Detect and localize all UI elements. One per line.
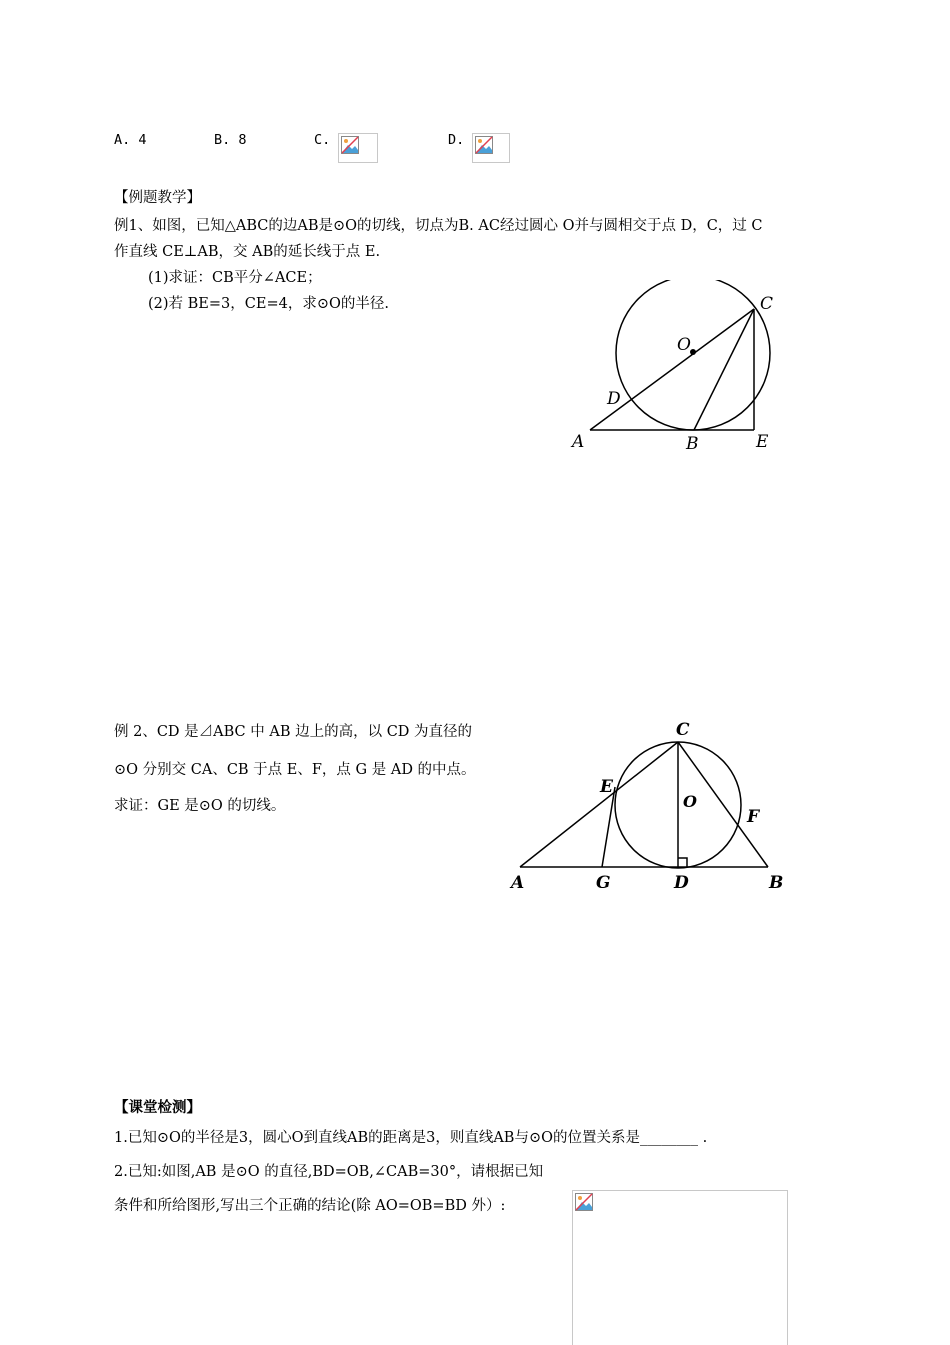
- example1-figure: [560, 280, 800, 460]
- label-o2: O: [683, 792, 697, 811]
- label-e: E: [756, 432, 769, 452]
- question2-image-placeholder: [572, 1190, 788, 1345]
- section-title-examples: 【例题教学】: [114, 190, 201, 206]
- option-b: B. 8: [214, 132, 247, 148]
- broken-image-icon: [575, 1193, 593, 1211]
- option-c: C.: [314, 132, 331, 148]
- broken-image-icon: [475, 136, 493, 154]
- example1-line1: 例1、如图，已知△ABC的边AB是⊙O的切线，切点为B. AC经过圆心 O并与圆相交于点 D，C，过 C: [114, 218, 763, 234]
- line-bc: [694, 309, 754, 430]
- line-ac: [590, 309, 754, 430]
- label-c: C: [760, 294, 774, 314]
- check-question1: 1.已知⊙O的半径是3，圆心O到直线AB的距离是3，则直线AB与⊙O的位置关系是________ .: [114, 1130, 708, 1146]
- right-angle-mark: [678, 858, 687, 867]
- label-f2: F: [747, 807, 760, 827]
- line-ge: [602, 787, 615, 867]
- check-question2-line2: 条件和所给图形,写出三个正确的结论(除 AO=OB=BD 外）:: [114, 1198, 506, 1214]
- example1-question1: (1)求证：CB平分∠ACE；: [148, 270, 322, 286]
- option-c-image-placeholder: [338, 133, 378, 163]
- section-title-class-check: 【课堂检测】: [114, 1099, 201, 1116]
- label-a2: A: [511, 873, 525, 893]
- example1-line2: 作直线 CE⊥AB，交 AB的延长线于点 E.: [114, 244, 381, 260]
- example2-line1: 例 2、CD 是⊿ABC 中 AB 边上的高，以 CD 为直径的: [114, 724, 473, 740]
- label-e2: E: [600, 777, 613, 797]
- example1-question2: (2)若 BE=3，CE=4，求⊙O的半径.: [148, 296, 389, 312]
- label-g2: G: [596, 873, 611, 893]
- label-c2: C: [676, 720, 690, 740]
- example2-figure: [500, 715, 800, 895]
- check-question2-line1: 2.已知:如图,AB 是⊙O 的直径,BD=OB,∠CAB=30°，请根据已知: [114, 1164, 544, 1180]
- broken-image-icon: [341, 136, 359, 154]
- label-d2: D: [674, 873, 689, 893]
- label-b: B: [686, 434, 699, 454]
- label-a: A: [572, 432, 585, 452]
- line-ac: [520, 742, 678, 867]
- label-o: O: [677, 335, 691, 355]
- example2-line3: 求证：GE 是⊙O 的切线。: [114, 798, 286, 814]
- option-a: A. 4: [114, 132, 147, 148]
- option-d-image-placeholder: [472, 133, 510, 163]
- example2-line2: ⊙O 分别交 CA、CB 于点 E、F，点 G 是 AD 的中点。: [114, 762, 476, 778]
- label-b2: B: [769, 873, 784, 893]
- label-d: D: [607, 389, 621, 409]
- option-d: D.: [448, 132, 465, 148]
